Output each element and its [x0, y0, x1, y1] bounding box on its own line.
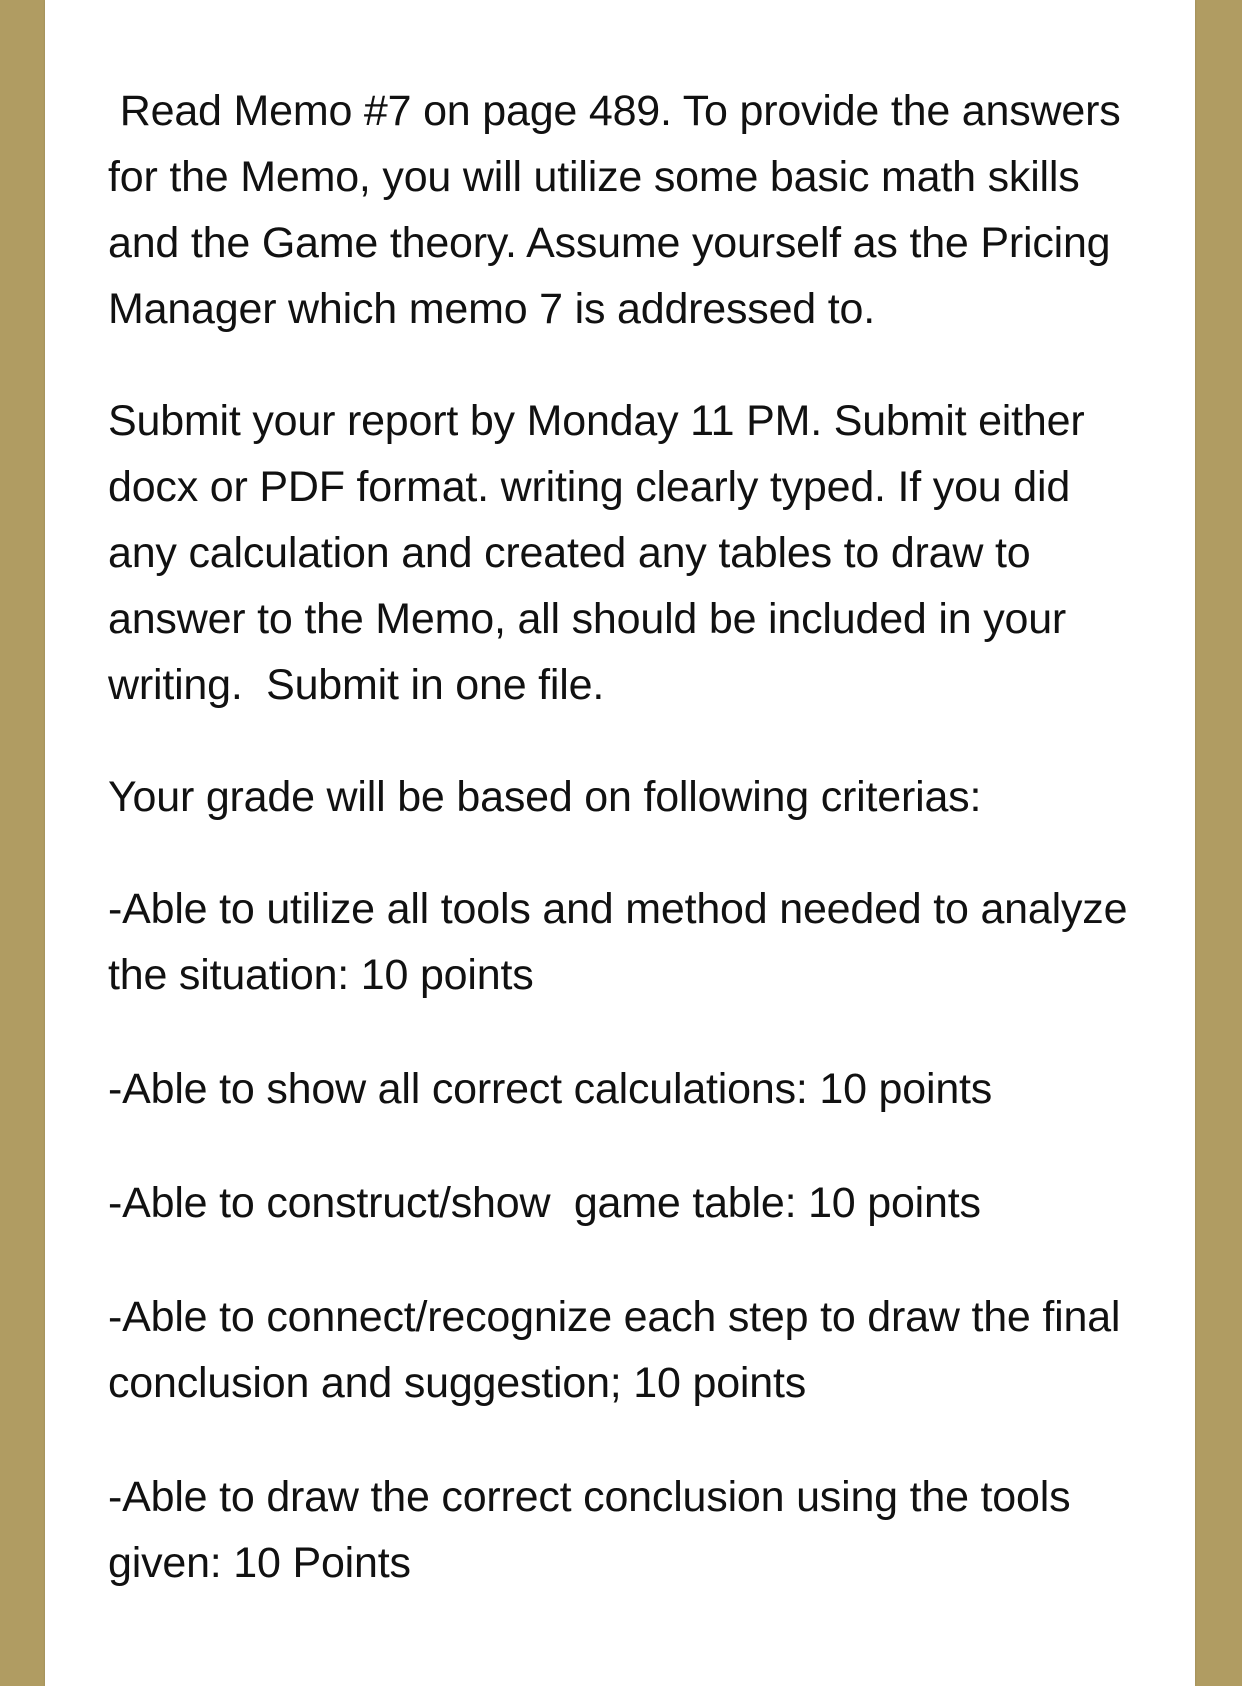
left-border — [0, 0, 45, 1686]
criteria-item-conclusion: -Able to draw the correct conclusion using the tools given: 10 Points — [108, 1473, 1083, 1587]
criteria-item-tools: -Able to utilize all tools and method needed to analyze the situation: 10 points — [108, 885, 1140, 999]
right-border — [1197, 0, 1242, 1686]
submission-instructions-paragraph: Submit your report by Monday 11 PM. Submit either docx or PDF format. writing clearly typed. If you did any calculation and created any tables to draw to answer to the Memo, all should be included in your writing. Submit in one file. — [108, 397, 1097, 709]
criteria-item-connect-steps: -Able to connect/recognize each step to draw the final conclusion and suggestion; 10 points — [108, 1293, 1133, 1407]
grading-intro-paragraph: Your grade will be based on following criterias: — [108, 773, 982, 821]
document-page[interactable] — [45, 0, 1195, 1686]
criteria-item-game-table: -Able to construct/show game table: 10 points — [108, 1179, 981, 1227]
criteria-item-calculations: -Able to show all correct calculations: 10 points — [108, 1065, 993, 1113]
assignment-instructions-paragraph: Read Memo #7 on page 489. To provide the answers for the Memo, you will utilize some basic math skills and the Game theory. Assume yourself as the Pricing Manager which memo 7 is addressed to. — [108, 87, 1133, 333]
